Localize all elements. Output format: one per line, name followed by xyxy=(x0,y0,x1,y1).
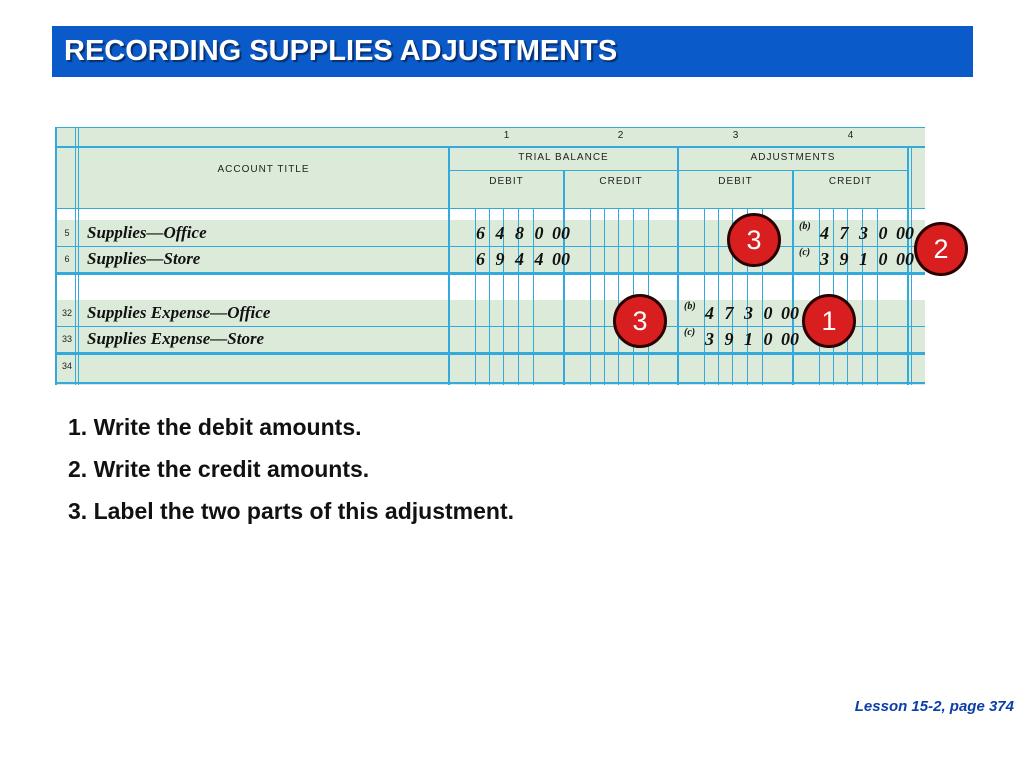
ledger-column-line xyxy=(792,171,794,385)
account-name: Supplies—Store xyxy=(87,249,201,268)
ledger-rule xyxy=(55,352,925,355)
account-name: Supplies Expense—Store xyxy=(87,329,265,348)
adjustment-label: (c) xyxy=(799,247,811,258)
ledger-rule xyxy=(55,127,925,128)
callout-badge-3: 3 xyxy=(613,294,667,348)
row-number: 33 xyxy=(61,334,72,344)
adjustment-label: (b) xyxy=(684,301,696,312)
column-number: 4 xyxy=(847,130,855,141)
callout-badge-3: 3 xyxy=(727,213,781,267)
work-sheet-ledger xyxy=(55,127,925,385)
adjustments-header: ADJUSTMENTS xyxy=(750,152,836,163)
adjustment-label: (c) xyxy=(684,327,696,338)
adj-credit-amount: 3 9 1 0 00 xyxy=(820,249,914,269)
row-number: 32 xyxy=(61,308,72,318)
adj-credit-amount: 4 7 3 0 00 xyxy=(820,223,914,243)
ledger-rule xyxy=(55,326,925,327)
account-title-header: ACCOUNT TITLE xyxy=(217,164,310,175)
column-number: 3 xyxy=(732,130,740,141)
instruction-step: 3. Label the two parts of this adjustment. xyxy=(68,498,514,524)
trial-balance-header: TRIAL BALANCE xyxy=(518,152,609,163)
ledger-rule xyxy=(55,382,925,384)
adj-debit-header: DEBIT xyxy=(718,176,753,187)
instruction-list xyxy=(68,412,514,538)
row-number: 34 xyxy=(61,361,72,371)
column-number: 1 xyxy=(503,130,511,141)
ledger-column-line xyxy=(563,171,565,385)
ledger-header-band xyxy=(55,127,925,146)
ledger-rule xyxy=(55,272,925,275)
column-number: 2 xyxy=(617,130,625,141)
ledger-rule xyxy=(55,146,925,148)
row-number: 6 xyxy=(64,254,70,264)
account-name: Supplies Expense—Office xyxy=(87,303,271,322)
tb-debit-header: DEBIT xyxy=(489,176,524,187)
ledger-rule xyxy=(55,246,925,247)
title-bar xyxy=(52,26,973,77)
ledger-rule xyxy=(55,208,925,209)
tb-debit-amount: 6 9 4 4 00 xyxy=(476,249,570,269)
slide-title: RECORDING SUPPLIES ADJUSTMENTS xyxy=(64,35,618,67)
account-name: Supplies—Office xyxy=(87,223,207,242)
adj-debit-amount: 3 9 1 0 00 xyxy=(705,329,799,349)
adjustment-label: (b) xyxy=(799,221,811,232)
row-number: 5 xyxy=(64,228,70,238)
adj-debit-amount: 4 7 3 0 00 xyxy=(705,303,799,323)
callout-badge-2: 2 xyxy=(914,222,968,276)
lesson-reference: Lesson 15-2, page 374 xyxy=(854,698,1014,715)
adj-credit-header: CREDIT xyxy=(828,176,873,187)
tb-credit-header: CREDIT xyxy=(599,176,643,187)
callout-badge-1: 1 xyxy=(802,294,856,348)
tb-debit-amount: 6 4 8 0 00 xyxy=(476,223,570,243)
instruction-step: 2. Write the credit amounts. xyxy=(68,456,370,482)
instruction-step: 1. Write the debit amounts. xyxy=(68,414,362,440)
